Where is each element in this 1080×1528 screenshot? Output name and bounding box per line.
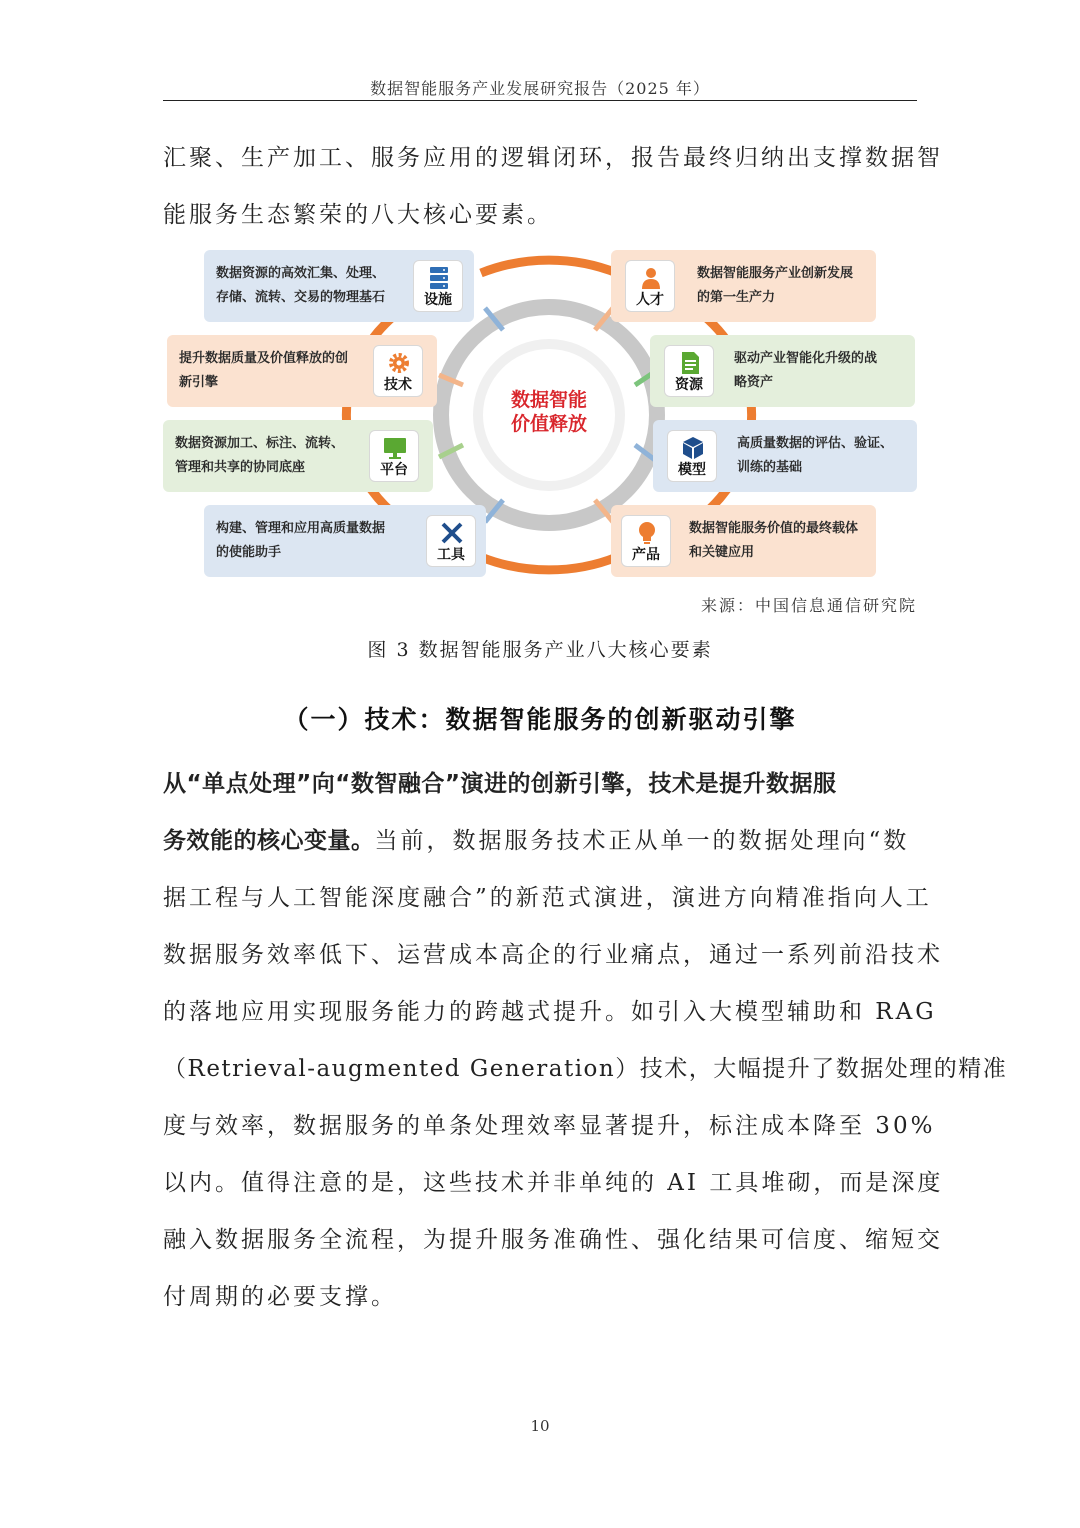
facilities-desc-line-2: 存储、流转、交易的物理基石: [216, 290, 386, 305]
eight-elements-diagram: [163, 245, 917, 585]
lightbulb-icon: [634, 520, 660, 546]
talent-label: 人才: [636, 292, 664, 308]
center-label-line-1: 数据智能: [510, 389, 587, 411]
element-talent: [611, 250, 876, 322]
tools-icon-card: [426, 515, 476, 567]
header-title: 数据智能服务产业发展研究报告（2025 年）: [370, 79, 710, 98]
technology-desc-line-2: 新引擎: [179, 375, 219, 390]
platform-desc-line-2: 管理和共享的协同底座: [175, 460, 306, 475]
body-line-1: 从“单点处理”向“数智融合”演进的创新引擎，技术是提升数据服: [163, 771, 837, 797]
product-desc-line-1: 数据智能服务价值的最终载体: [689, 521, 859, 536]
element-facilities: [204, 250, 474, 322]
product-desc-line-2: 和关键应用: [689, 545, 755, 560]
element-model: [653, 420, 917, 492]
intro-line-2: 能服务生态繁荣的八大核心要素。: [163, 202, 553, 228]
tools-desc-line-1: 构建、管理和应用高质量数据: [216, 521, 386, 536]
figure-caption: 图 3 数据智能服务产业八大核心要素: [367, 639, 713, 661]
gear-icon: [386, 350, 412, 376]
body-line-7: 度与效率，数据服务的单条处理效率显著提升，标注成本降至 30%: [163, 1113, 936, 1139]
facilities-desc-line-1: 数据资源的高效汇集、处理、: [216, 266, 386, 281]
model-desc-line-2: 训练的基础: [737, 460, 803, 475]
element-product: [611, 505, 876, 577]
technology-desc-line-1: 提升数据质量及价值释放的创: [179, 351, 349, 366]
header-divider: [163, 100, 917, 101]
monitor-icon: [382, 435, 408, 461]
platform-desc-line-1: 数据资源加工、标注、流转、: [175, 436, 345, 451]
resources-label: 资源: [675, 377, 703, 393]
intro-line-1: 汇聚、生产加工、服务应用的逻辑闭环，报告最终归纳出支撑数据智: [163, 145, 943, 171]
facilities-icon-card: [413, 260, 463, 312]
body-line-2-bold: 务效能的核心变量。: [163, 828, 375, 854]
element-technology: [167, 335, 437, 407]
center-label: [493, 388, 605, 436]
page-number: 10: [530, 1417, 550, 1435]
product-label: 产品: [632, 547, 660, 563]
model-icon-card: [667, 430, 717, 482]
wrench-screwdriver-icon: [439, 520, 465, 546]
resources-desc-line-2: 略资产: [734, 375, 774, 390]
resources-desc-line-1: 驱动产业智能化升级的战: [734, 351, 878, 366]
body-line-9: 融入数据服务全流程，为提升服务准确性、强化结果可信度、缩短交: [163, 1227, 943, 1253]
model-label: 模型: [678, 462, 706, 478]
model-desc-line-1: 高质量数据的评估、验证、: [737, 436, 894, 451]
talent-icon-card: [625, 260, 675, 312]
body-line-4: 数据服务效率低下、运营成本高企的行业痛点，通过一系列前沿技术: [163, 942, 943, 968]
talent-desc-line-2: 的第一生产力: [697, 290, 776, 305]
facilities-label: 设施: [424, 292, 452, 308]
resources-icon-card: [664, 345, 714, 397]
platform-icon-card: [369, 430, 419, 482]
body-line-6: （Retrieval-augmented Generation）技术，大幅提升了数据处理的精准: [163, 1056, 1008, 1082]
product-icon-card: [621, 515, 671, 567]
section-title: （一）技术：数据智能服务的创新驱动引擎: [283, 705, 797, 734]
body-line-5: 的落地应用实现服务能力的跨越式提升。如引入大模型辅助和 RAG: [163, 999, 937, 1025]
element-resources: [650, 335, 915, 407]
body-line-10: 付周期的必要支撑。: [163, 1284, 397, 1310]
tools-desc-line-2: 的使能助手: [216, 545, 282, 560]
body-line-2-rest: 当前，数据服务技术正从单一的数据处理向“数: [374, 828, 910, 854]
body-line-3: 据工程与人工智能深度融合”的新范式演进，演进方向精准指向人工: [163, 885, 932, 911]
tools-label: 工具: [437, 547, 465, 563]
element-platform: [163, 420, 433, 492]
body-line-8: 以内。值得注意的是，这些技术并非单纯的 AI 工具堆砌，而是深度: [163, 1170, 944, 1196]
platform-label: 平台: [380, 462, 408, 478]
technology-label: 技术: [384, 377, 412, 393]
element-tools: [204, 505, 486, 577]
cube-icon: [680, 435, 706, 461]
center-label-line-2: 价值释放: [510, 413, 587, 435]
technology-icon-card: [373, 345, 423, 397]
document-icon: [677, 350, 703, 376]
person-icon: [638, 265, 664, 291]
figure-source: 来源：中国信息通信研究院: [700, 596, 917, 615]
talent-desc-line-1: 数据智能服务产业创新发展: [697, 266, 854, 281]
server-icon: [426, 265, 452, 291]
body-line-2: [163, 813, 917, 870]
